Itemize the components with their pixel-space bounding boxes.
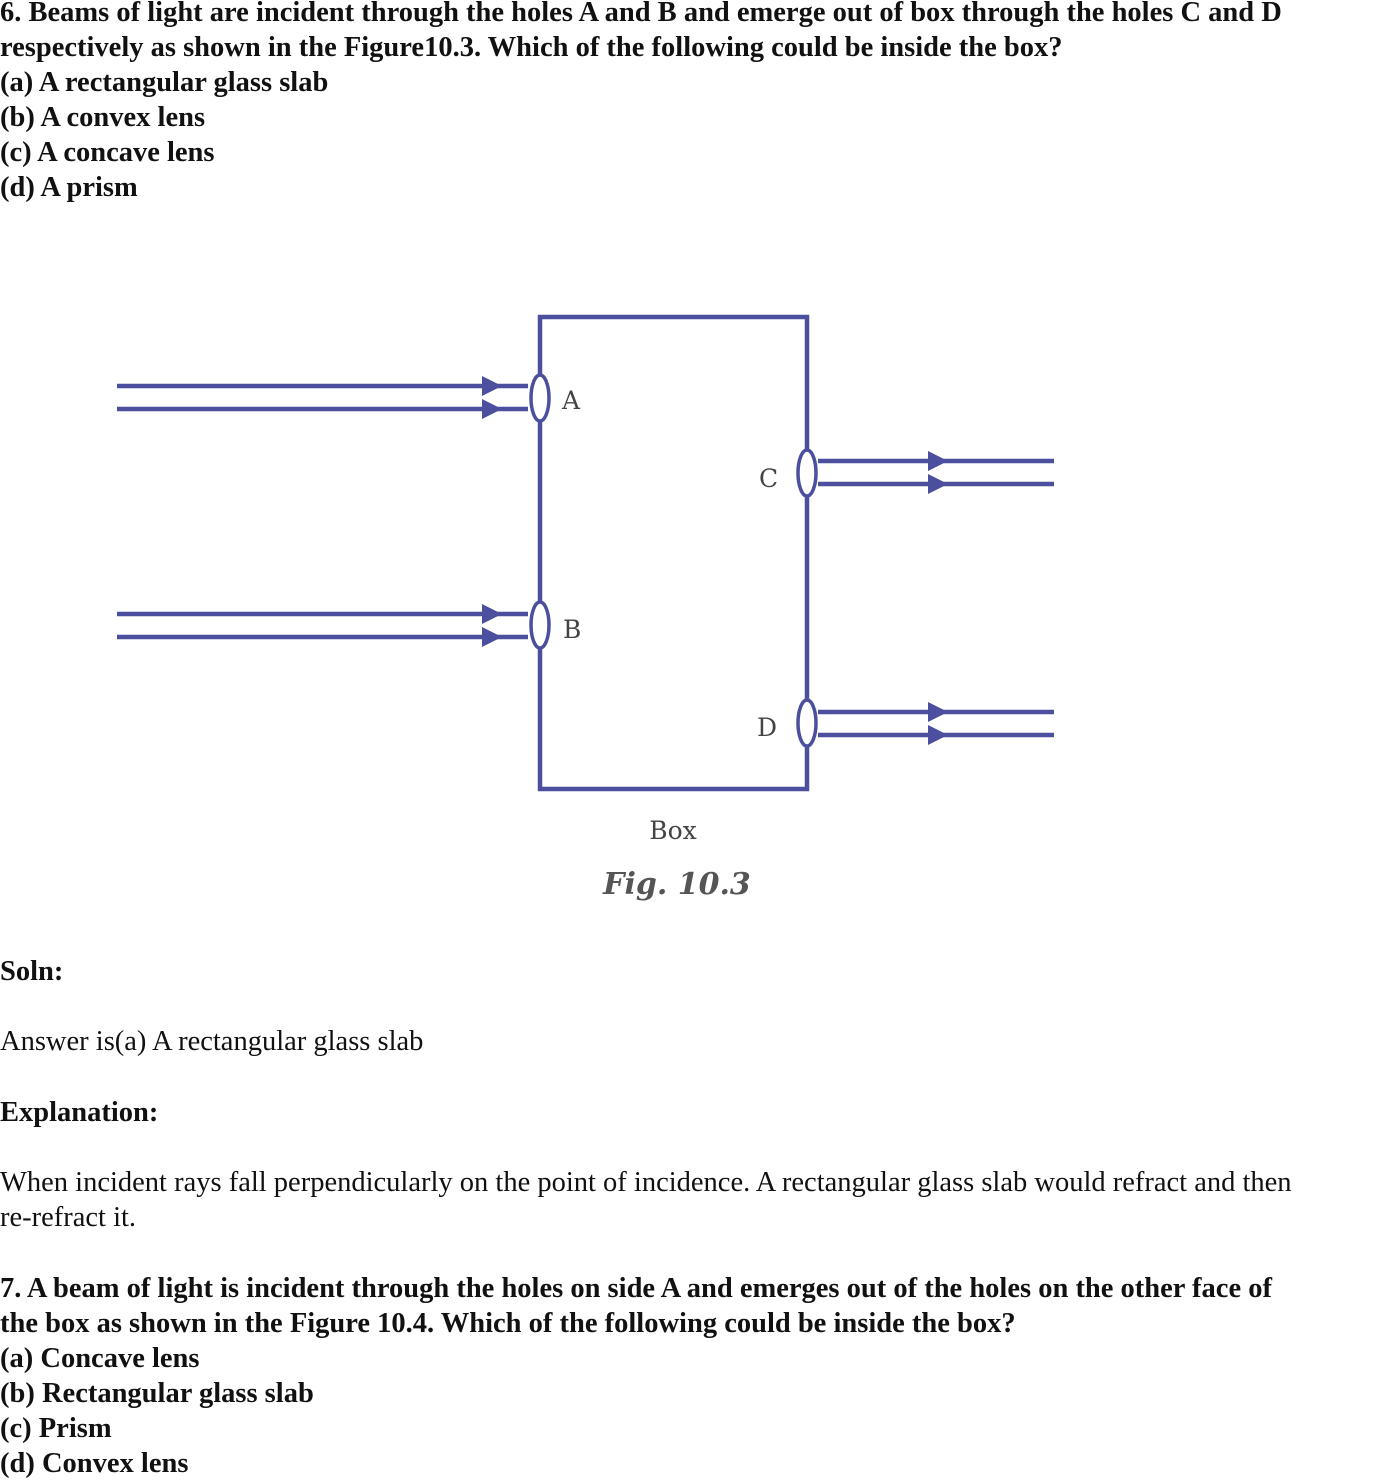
solution-heading: Soln: [0,956,64,987]
question-7-option-d: (d) Convex lens [0,1448,189,1479]
arrowhead-a-1 [482,376,502,396]
question-6-option-b: (b) A convex lens [0,102,206,133]
arrowhead-d-1 [928,702,948,722]
explanation-heading: Explanation: [0,1097,159,1128]
question-7-option-c: (c) Prism [0,1413,112,1444]
question-6-stem-line-2: respectively as shown in the Figure10.3. Which of the following could be inside the box? [0,32,1063,63]
box-label: Box [649,816,697,845]
question-7-option-b: (b) Rectangular glass slab [0,1378,314,1409]
hole-label-c: C [759,464,779,493]
question-7-option-a: (a) Concave lens [0,1343,200,1374]
question-6-option-a: (a) A rectangular glass slab [0,67,329,98]
arrowhead-c-1 [928,451,948,471]
hole-label-a: A [562,386,581,415]
explanation-line-2: re-refract it. [0,1202,137,1233]
explanation-line-1: When incident rays fall perpendicularly on the point of incidence. A rectangular glass slab would refract and then [0,1167,1292,1198]
hole-a [531,375,549,421]
question-7-stem-line-1: 7. A beam of light is incident through the holes on side A and emerges out of the holes on the other face of [0,1273,1272,1304]
arrowhead-a-2 [482,399,502,419]
figure-caption: Fig. 10.3 [603,867,751,902]
question-6-option-c: (c) A concave lens [0,137,215,168]
question-6-option-d: (d) A prism [0,172,138,203]
question-6-stem-line-1: 6. Beams of light are incident through the holes A and B and emerge out of box through the holes C and D [0,0,1282,28]
hole-label-b: B [563,615,582,644]
hole-label-d: D [757,713,778,742]
answer-text: Answer is(a) A rectangular glass slab [0,1026,424,1057]
arrowhead-b-2 [482,627,502,647]
question-7-stem-line-2: the box as shown in the Figure 10.4. Which of the following could be inside the box? [0,1308,1016,1339]
arrowhead-b-1 [482,604,502,624]
hole-d [798,700,816,746]
arrowhead-d-2 [928,725,948,745]
hole-b [531,602,549,648]
hole-c [798,450,816,496]
arrowhead-c-2 [928,474,948,494]
